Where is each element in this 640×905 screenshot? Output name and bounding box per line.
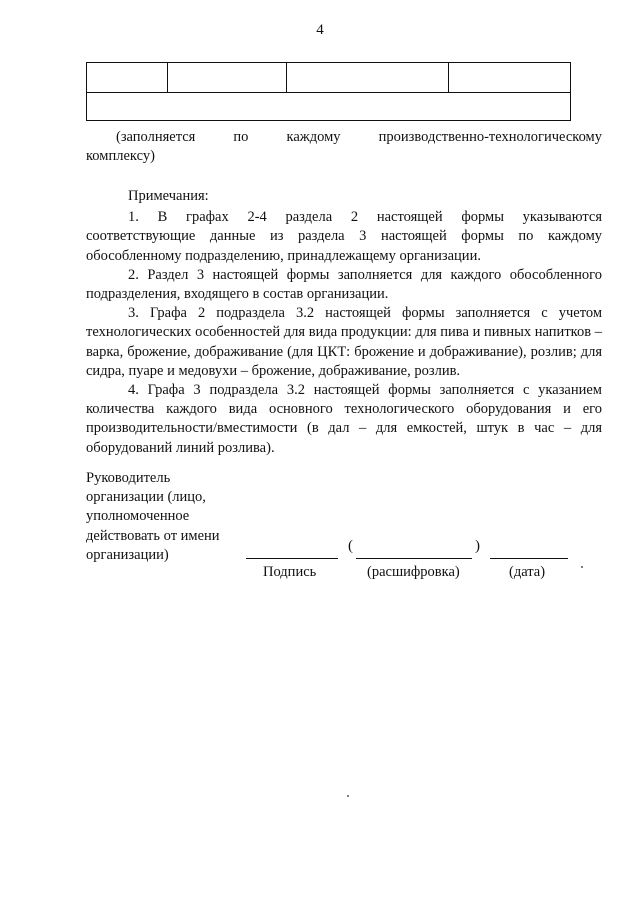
table-cell[interactable] <box>287 63 449 93</box>
caption-date: (дата) <box>509 564 546 580</box>
caption-transcript: (расшифровка) <box>367 564 460 580</box>
table-cell-merged[interactable] <box>87 93 571 121</box>
table-cell[interactable] <box>87 63 168 93</box>
note-2: 2. Раздел 3 настоящей формы заполняется для каждого обособленного подразделения, входящего в состав организации. <box>86 266 602 303</box>
table-cell[interactable] <box>449 63 571 93</box>
table-cell[interactable] <box>168 63 287 93</box>
note-1-first-line: 1. В графах 2-4 раздела 2 настоящей формы указываются <box>128 209 602 226</box>
fill-note-line-1: (заполняется по каждому производственно-технологическому <box>116 129 602 145</box>
fill-note <box>86 128 602 166</box>
notes-section <box>86 187 602 458</box>
transcript-line[interactable] <box>356 558 472 559</box>
caption-signature: Подпись <box>263 564 317 580</box>
close-paren: ) <box>475 538 480 554</box>
page-number: 4 <box>316 22 324 38</box>
signer-line: уполномоченное <box>86 508 190 525</box>
signer-line: действовать от имени <box>86 527 220 544</box>
scan-speck <box>347 795 349 797</box>
date-line[interactable] <box>490 558 568 559</box>
table-row <box>87 63 571 93</box>
open-paren: ( <box>348 538 353 554</box>
table-row <box>87 93 571 121</box>
signer-label <box>86 469 266 565</box>
signer-line: организации) <box>86 546 169 563</box>
signer-line: организации (лицо, <box>86 489 206 506</box>
form-table <box>86 62 571 121</box>
signer-line: Руководитель <box>86 470 171 486</box>
note-1-rest: соответствующие данные из раздела 3 настоящей формы по каждому обособленному подразделению, принадлежащему организации. <box>86 228 602 264</box>
fill-note-line-2: комплексу) <box>86 148 155 165</box>
signature-line[interactable] <box>246 558 338 559</box>
notes-heading: Примечания: <box>128 188 209 204</box>
scan-speck <box>581 566 583 568</box>
note-3: 3. Графа 2 подраздела 3.2 настоящей формы заполняется с учетом технологических особенностей для вида продукции: для пива и пивных напитков – варка, брожение, дображивание (для ЦКТ: брожение и дображивание), розлив; для сидра, пуаре и медовухи – брожение, дображивание, розлив. <box>86 305 602 379</box>
note-4: 4. Графа 3 подраздела 3.2 настоящей формы заполняется с указанием количества каждого вида основного технологического оборудования и его производительности/вместимости (в дал – для емкостей, штук в час – для оборудований линий розлива). <box>86 382 602 456</box>
